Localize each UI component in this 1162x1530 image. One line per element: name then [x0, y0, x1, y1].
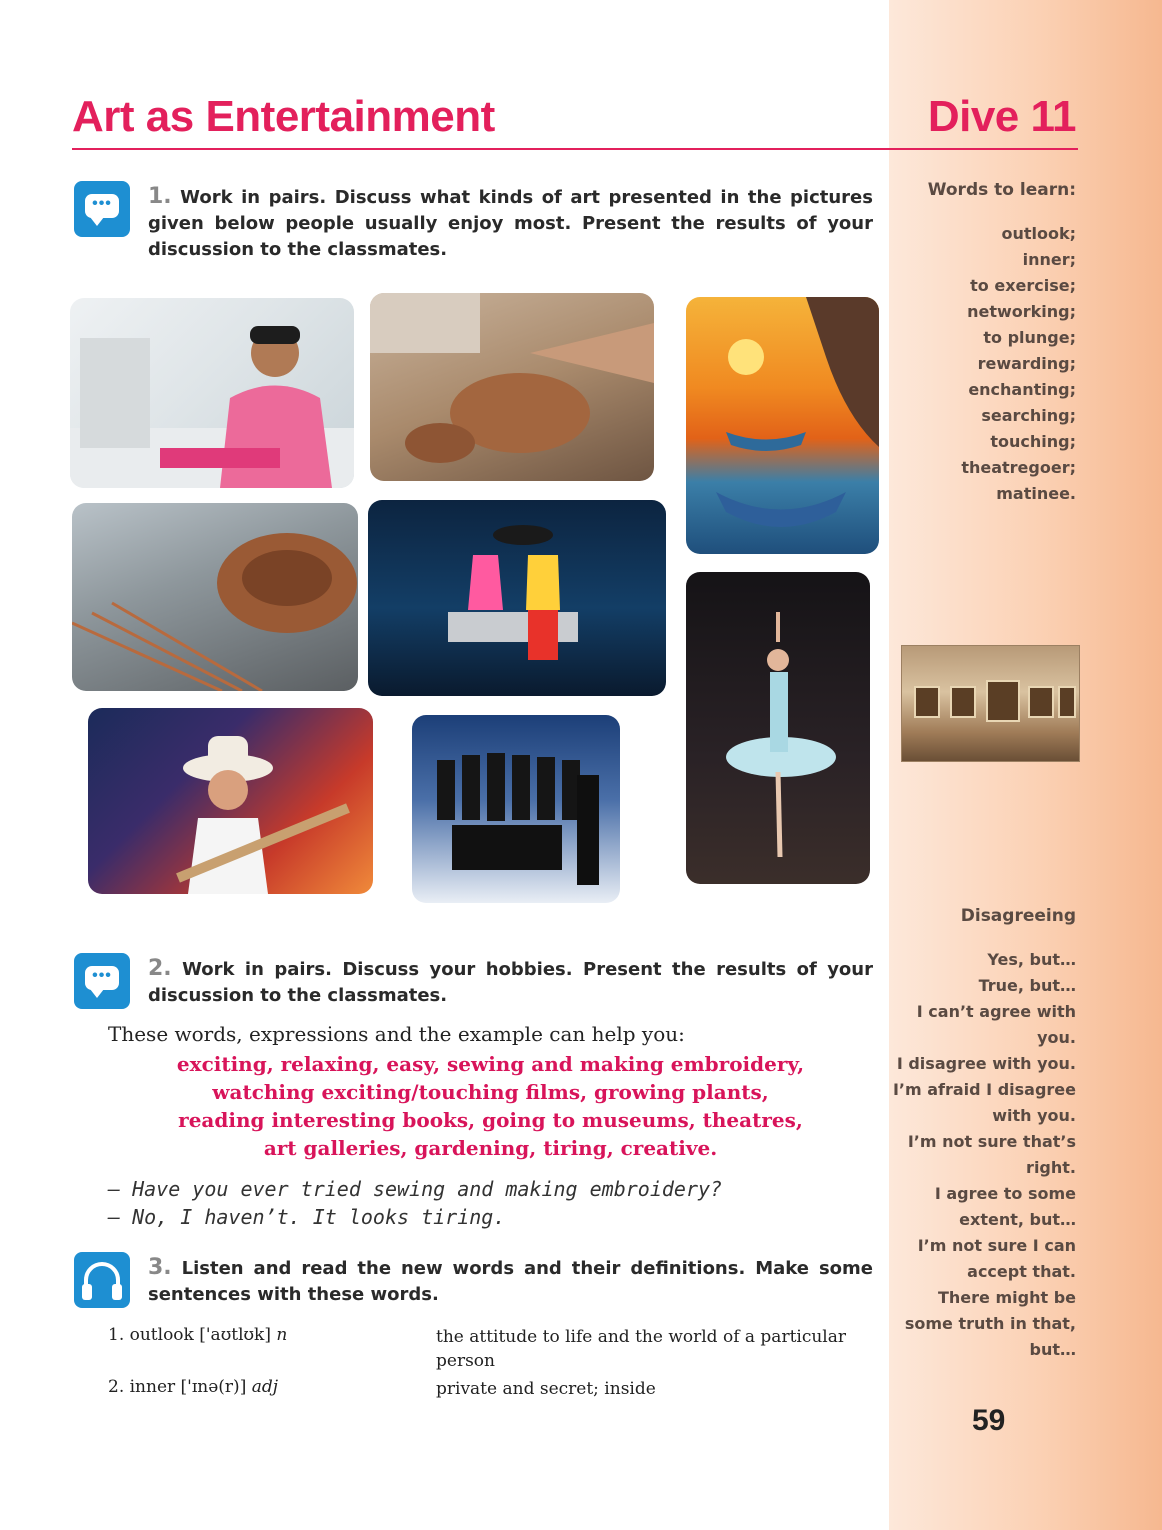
word-item: rewarding;	[977, 354, 1076, 373]
headphones-icon	[74, 1252, 130, 1308]
photo-boat-painting	[686, 297, 879, 554]
choir-illustration	[412, 715, 620, 903]
task-2-instruction	[148, 956, 873, 1009]
helpful-vocabulary	[108, 1050, 873, 1162]
words-to-learn-heading: Words to learn:	[927, 180, 1076, 200]
photo-basket-weaving	[72, 503, 358, 691]
painting-frame	[1028, 686, 1054, 718]
dialogue-line: — Have you ever tried sewing and making embroidery?	[108, 1177, 723, 1201]
definition-term: 1. outlook ['aʊtlʊk] n	[108, 1325, 288, 1345]
definition-term: 2. inner ['ɪnə(r)] adj	[108, 1377, 279, 1397]
task-number: 1.	[148, 184, 172, 209]
photo-ballet	[686, 572, 870, 884]
headphones-glyph	[74, 1252, 130, 1308]
phrase-line: extent, but…	[959, 1210, 1076, 1229]
painting-frame	[914, 686, 940, 718]
definition-text: the attitude to life and the world of a particular person	[436, 1327, 847, 1371]
phrase-line: I’m not sure that’s	[907, 1132, 1076, 1151]
word-item: touching;	[990, 432, 1076, 451]
speech-bubble-icon: •••	[74, 181, 130, 237]
ballerina-illustration	[686, 572, 870, 884]
page-number: 59	[972, 1404, 1006, 1437]
phrase-line: I agree to some	[934, 1184, 1076, 1203]
word-item: networking;	[967, 302, 1076, 321]
word-item: to exercise;	[970, 276, 1076, 295]
definitions-list	[108, 1325, 873, 1409]
word-item: enchanting;	[968, 380, 1076, 399]
phrase-line: True, but…	[978, 976, 1076, 995]
photo-man-sewing	[70, 298, 354, 488]
phrase-line: I’m afraid I disagree	[892, 1080, 1076, 1099]
photo-woodcarving	[370, 293, 654, 481]
theatre-illustration	[368, 500, 666, 696]
phrase-line: I’m not sure I can	[917, 1236, 1076, 1255]
vocab-line: watching exciting/touching films, growing plants,	[212, 1080, 769, 1104]
definition-row	[108, 1377, 873, 1405]
guitarist-illustration	[88, 708, 373, 894]
disagreeing-phrases	[893, 947, 1076, 1363]
unit-label: Dive 11	[927, 92, 1076, 141]
boat-painting-illustration	[686, 297, 879, 554]
title-rule	[72, 148, 1078, 150]
phrase-line: you.	[1037, 1028, 1076, 1047]
word-item: theatregoer;	[961, 458, 1076, 477]
painting-frame	[950, 686, 976, 718]
photo-theatre-stage	[368, 500, 666, 696]
task-text: Work in pairs. Discuss what kinds of art presented in the pictures given below people usually enjoy most. Present the results of your discussion to the classmates.	[148, 187, 873, 260]
vocab-line: art galleries, gardening, tiring, creative.	[263, 1136, 718, 1160]
task-number: 3.	[148, 1255, 172, 1280]
phrase-line: with you.	[992, 1106, 1076, 1125]
photo-choir	[412, 715, 620, 903]
task-text: Listen and read the new words and their definitions. Make some sentences with these words.	[148, 1258, 873, 1305]
task-number: 2.	[148, 956, 172, 981]
task-3-instruction	[148, 1255, 873, 1308]
speech-bubble-icon: •••	[74, 953, 130, 1009]
photo-guitarist	[88, 708, 373, 894]
dialogue-line: — No, I haven’t. It looks tiring.	[108, 1205, 506, 1229]
woodcarving-illustration	[370, 293, 654, 481]
phrase-line: There might be	[938, 1288, 1076, 1307]
vocab-line: reading interesting books, going to museums, theatres,	[178, 1108, 803, 1132]
vocab-line: exciting, relaxing, easy, sewing and making embroidery,	[176, 1052, 805, 1076]
phrase-line: I disagree with you.	[896, 1054, 1076, 1073]
word-item: matinee.	[996, 484, 1076, 503]
definition-text: private and secret; inside	[436, 1379, 656, 1399]
phrase-line: right.	[1026, 1158, 1076, 1177]
task-1-instruction	[148, 184, 873, 263]
example-dialogue	[108, 1175, 722, 1231]
phrase-line: I can’t agree with	[916, 1002, 1076, 1021]
phrase-line: but…	[1029, 1340, 1076, 1359]
painting-frame	[986, 680, 1020, 722]
painting-frame	[1058, 686, 1076, 718]
phrase-line: accept that.	[967, 1262, 1076, 1281]
sewing-illustration	[70, 298, 354, 488]
word-item: outlook;	[1001, 224, 1076, 243]
art-gallery-photo	[901, 645, 1080, 762]
task-text: Work in pairs. Discuss your hobbies. Present the results of your discussion to the classmates.	[148, 959, 873, 1006]
definition-row	[108, 1325, 873, 1373]
phrase-line: Yes, but…	[987, 950, 1076, 969]
word-item: inner;	[1022, 250, 1076, 269]
phrase-line: some truth in that,	[904, 1314, 1076, 1333]
basket-illustration	[72, 503, 358, 691]
words-to-learn-list	[961, 221, 1076, 507]
word-item: to plunge;	[983, 328, 1076, 347]
page-title: Art as Entertainment	[72, 92, 495, 141]
word-item: searching;	[981, 406, 1076, 425]
disagreeing-heading: Disagreeing	[960, 906, 1076, 926]
task-2-intro: These words, expressions and the example can help you:	[108, 1022, 685, 1046]
